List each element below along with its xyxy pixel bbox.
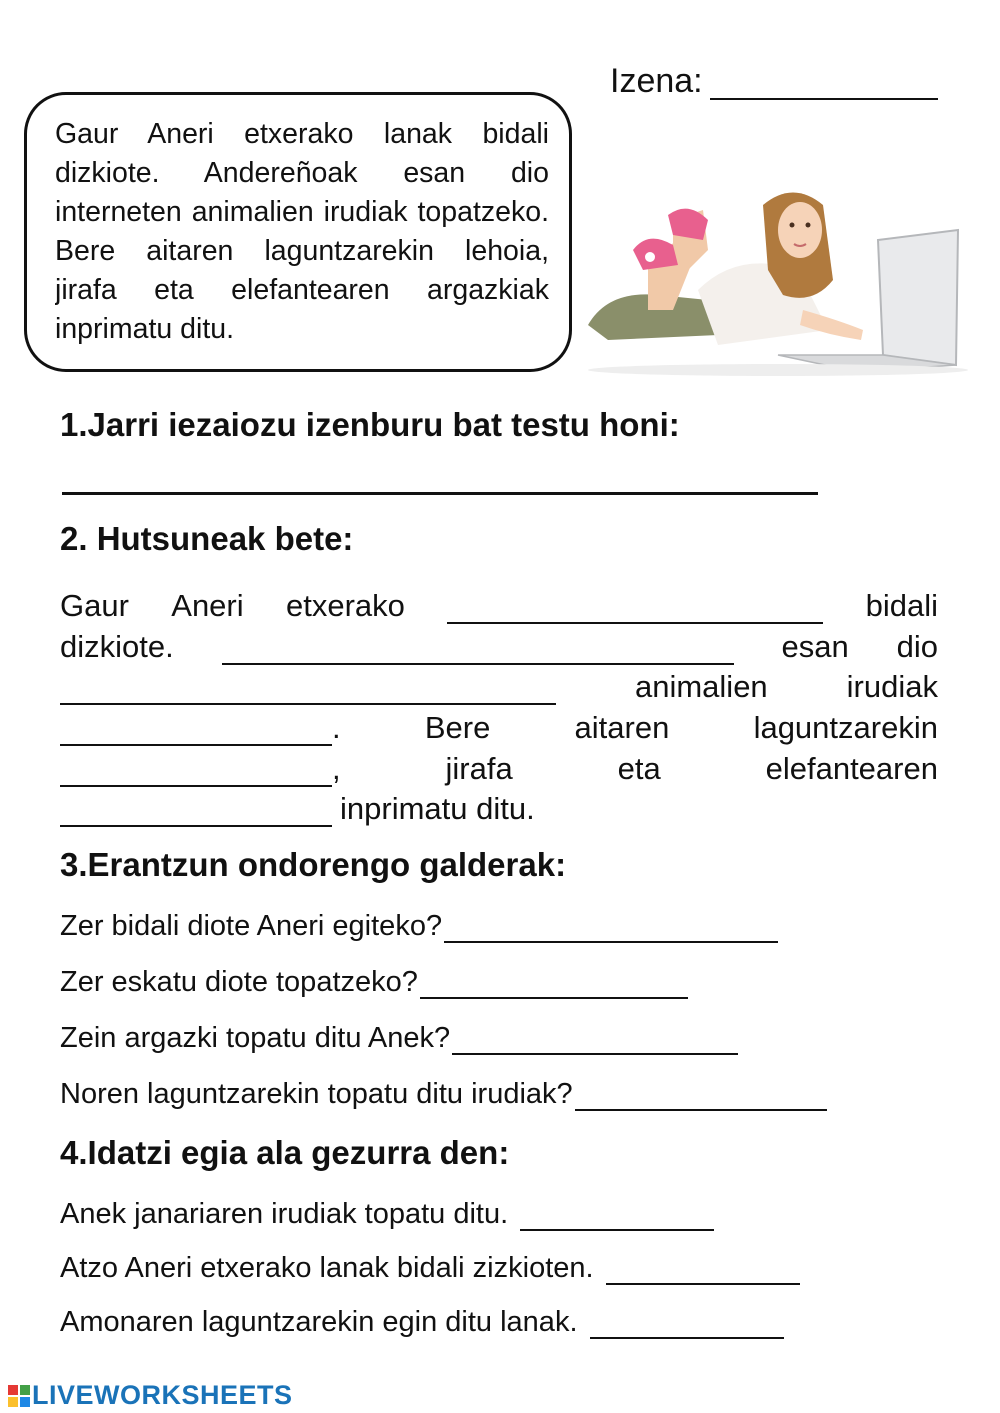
fill-word: Bere [424,710,491,745]
fill-group [60,710,341,746]
fill-blank-4[interactable] [60,714,332,746]
fill-word: , [332,751,341,786]
statement-text: Atzo Aneri etxerako lanak bidali zizkioten. [60,1252,594,1284]
question-3 [60,1022,738,1055]
fill-word: eta [617,751,661,786]
story-bubble [24,92,572,372]
fill-word: irudiak [846,669,938,704]
fill-word: Aneri [171,588,244,623]
fill-row-2 [60,625,938,665]
fill-word: elefantearen [765,751,938,786]
girl-with-laptop-icon [578,120,978,380]
fill-word: inprimatu ditu. [340,791,535,826]
answer-blank-4[interactable] [575,1085,827,1111]
fill-blank-1[interactable] [447,592,823,624]
question-4 [60,1078,827,1111]
fill-row-1 [60,584,938,624]
fill-word: etxerako [285,588,405,623]
logo-square [20,1385,30,1395]
fill-word: . [332,710,341,745]
logo-squares-icon [8,1385,30,1407]
fill-blank-3[interactable] [60,673,556,705]
fill-blank-6[interactable] [60,795,332,827]
section1-heading: 1.Jarri iezaiozu izenburu bat testu honi: [60,406,680,443]
name-answer-line[interactable] [710,98,938,100]
true-false-blank-2[interactable] [606,1259,800,1285]
liveworksheets-logo[interactable] [8,1380,293,1411]
section4-heading: 4.Idatzi egia ala gezurra den: [60,1134,510,1171]
fill-row-5 [60,747,938,787]
name-label: Izena: [610,62,703,100]
fill-word: Gaur [60,588,129,623]
question-text: Zein argazki topatu ditu Anek? [60,1022,451,1054]
question-text: Zer bidali diote Aneri egiteko? [60,910,443,942]
fill-row-3 [60,665,938,705]
fill-word: dizkiote. [60,629,174,664]
answer-blank-2[interactable] [420,973,688,999]
title-answer-line[interactable] [62,492,818,495]
fill-word: jirafa [445,751,513,786]
question-1 [60,910,778,943]
fill-group [60,751,341,787]
fill-blank-5[interactable] [60,755,332,787]
fill-word: esan [781,629,849,664]
fill-word: laguntzarekin [753,710,938,745]
statement-1 [60,1198,714,1231]
fill-word: animalien [634,669,768,704]
true-false-blank-3[interactable] [590,1313,784,1339]
fill-word: aitaren [574,710,670,745]
statement-3 [60,1306,784,1339]
fill-row-4 [60,706,938,746]
logo-square [8,1385,18,1395]
statement-text: Anek janariaren irudiak topatu ditu. [60,1198,509,1230]
question-text: Zer eskatu diote topatzeko? [60,966,418,998]
logo-square [20,1397,30,1407]
logo-text: LIVEWORKSHEETS [32,1380,293,1410]
true-false-blank-1[interactable] [520,1205,714,1231]
answer-blank-3[interactable] [452,1029,738,1055]
fill-row-6 [60,787,938,827]
logo-square [8,1397,18,1407]
section2-heading: 2. Hutsuneak bete: [60,520,354,557]
fill-word: dio [896,629,938,664]
fill-blank-2[interactable] [222,633,734,665]
question-text: Noren laguntzarekin topatu ditu irudiak? [60,1078,573,1110]
fill-word: bidali [865,588,938,623]
statement-text: Amonaren laguntzarekin egin ditu lanak. [60,1306,578,1338]
story-text: Gaur Aneri etxerako lanak bidali dizkiote. Andereñoak esan dio interneten animalien irudiak topatzeko. Bere aitaren laguntzarekin lehoia, jirafa eta elefantearen argazkiak inprimatu ditu. [55,118,549,345]
section3-heading: 3.Erantzun ondorengo galderak: [60,846,567,883]
statement-2 [60,1252,800,1285]
question-2 [60,966,688,999]
answer-blank-1[interactable] [444,917,778,943]
